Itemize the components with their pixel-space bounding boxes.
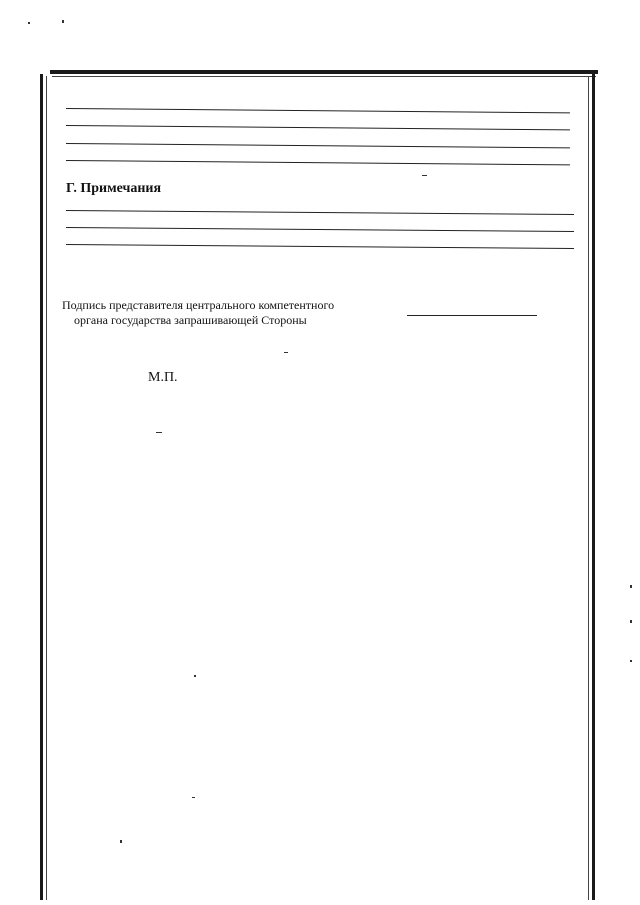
frame-left-inner-border [46,76,47,900]
signature-label-line2: органа государства запрашивающей Стороны [74,313,307,327]
frame-top-inner-border [52,76,596,77]
notes-line [66,210,574,215]
blank-line [66,108,570,113]
notes-line [66,244,574,249]
frame-right-inner-border [588,76,589,900]
scan-speck [194,675,196,677]
frame-left-border [40,74,43,900]
section-heading: Г. Примечания [66,181,162,196]
blank-line [66,143,570,148]
scan-speck [422,175,427,176]
frame-top-border [50,70,598,74]
scan-speck [630,620,632,623]
scan-speck [630,585,632,588]
signature-line [407,315,537,316]
blank-line [66,125,570,130]
signature-label [62,298,334,328]
scan-speck [62,20,64,23]
scan-speck [284,352,288,353]
notes-line [66,227,574,232]
scan-speck [120,840,122,843]
scan-speck [630,660,632,662]
frame-right-border [592,74,595,900]
scan-speck [192,797,195,798]
scan-speck [156,432,162,433]
stamp-placeholder: М.П. [148,370,178,385]
blank-line [66,160,570,165]
signature-label-line1: Подпись представителя центрального компетентного [62,298,335,312]
scan-speck [28,22,30,24]
